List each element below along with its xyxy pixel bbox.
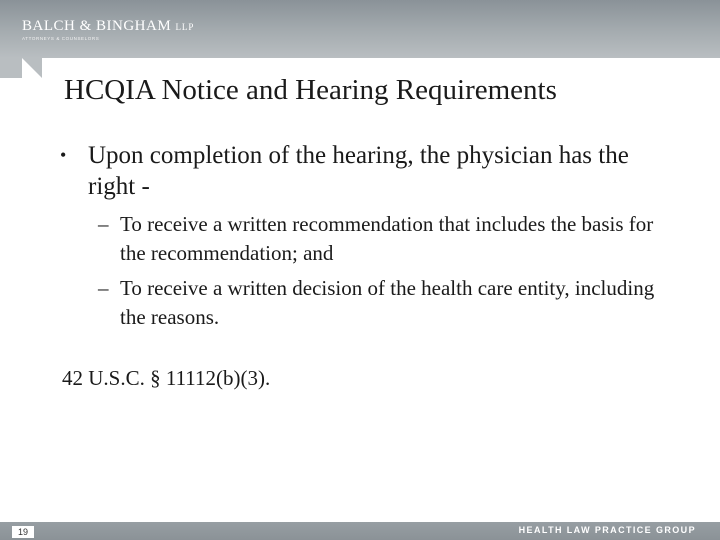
header-left-strip: [0, 58, 22, 78]
dash-icon: –: [98, 212, 109, 236]
slide-title: HCQIA Notice and Hearing Requirements: [64, 74, 557, 106]
dash-icon: –: [98, 276, 109, 300]
header-corner-cut: [22, 58, 42, 78]
slide-number: 19: [12, 526, 34, 538]
sub-bullet-text: To receive a written decision of the health care entity, including the reasons.: [120, 276, 655, 329]
main-bullet-text: Upon completion of the hearing, the physician has the right -: [88, 142, 629, 200]
firm-name: BALCH & BINGHAM: [22, 18, 172, 34]
header-band: [0, 0, 720, 58]
firm-suffix: LLP: [175, 22, 195, 32]
sub-bullet-text: To receive a written recommendation that includes the basis for the recommendation; and: [120, 212, 654, 265]
bullet-dot-icon: •: [60, 145, 67, 165]
firm-tagline: ATTORNEYS & COUNSELORS: [22, 36, 100, 41]
citation: 42 U.S.C. § 11112(b)(3).: [62, 366, 271, 390]
practice-group-name: HEALTH LAW PRACTICE GROUP: [518, 525, 696, 535]
firm-logo: [22, 18, 194, 35]
